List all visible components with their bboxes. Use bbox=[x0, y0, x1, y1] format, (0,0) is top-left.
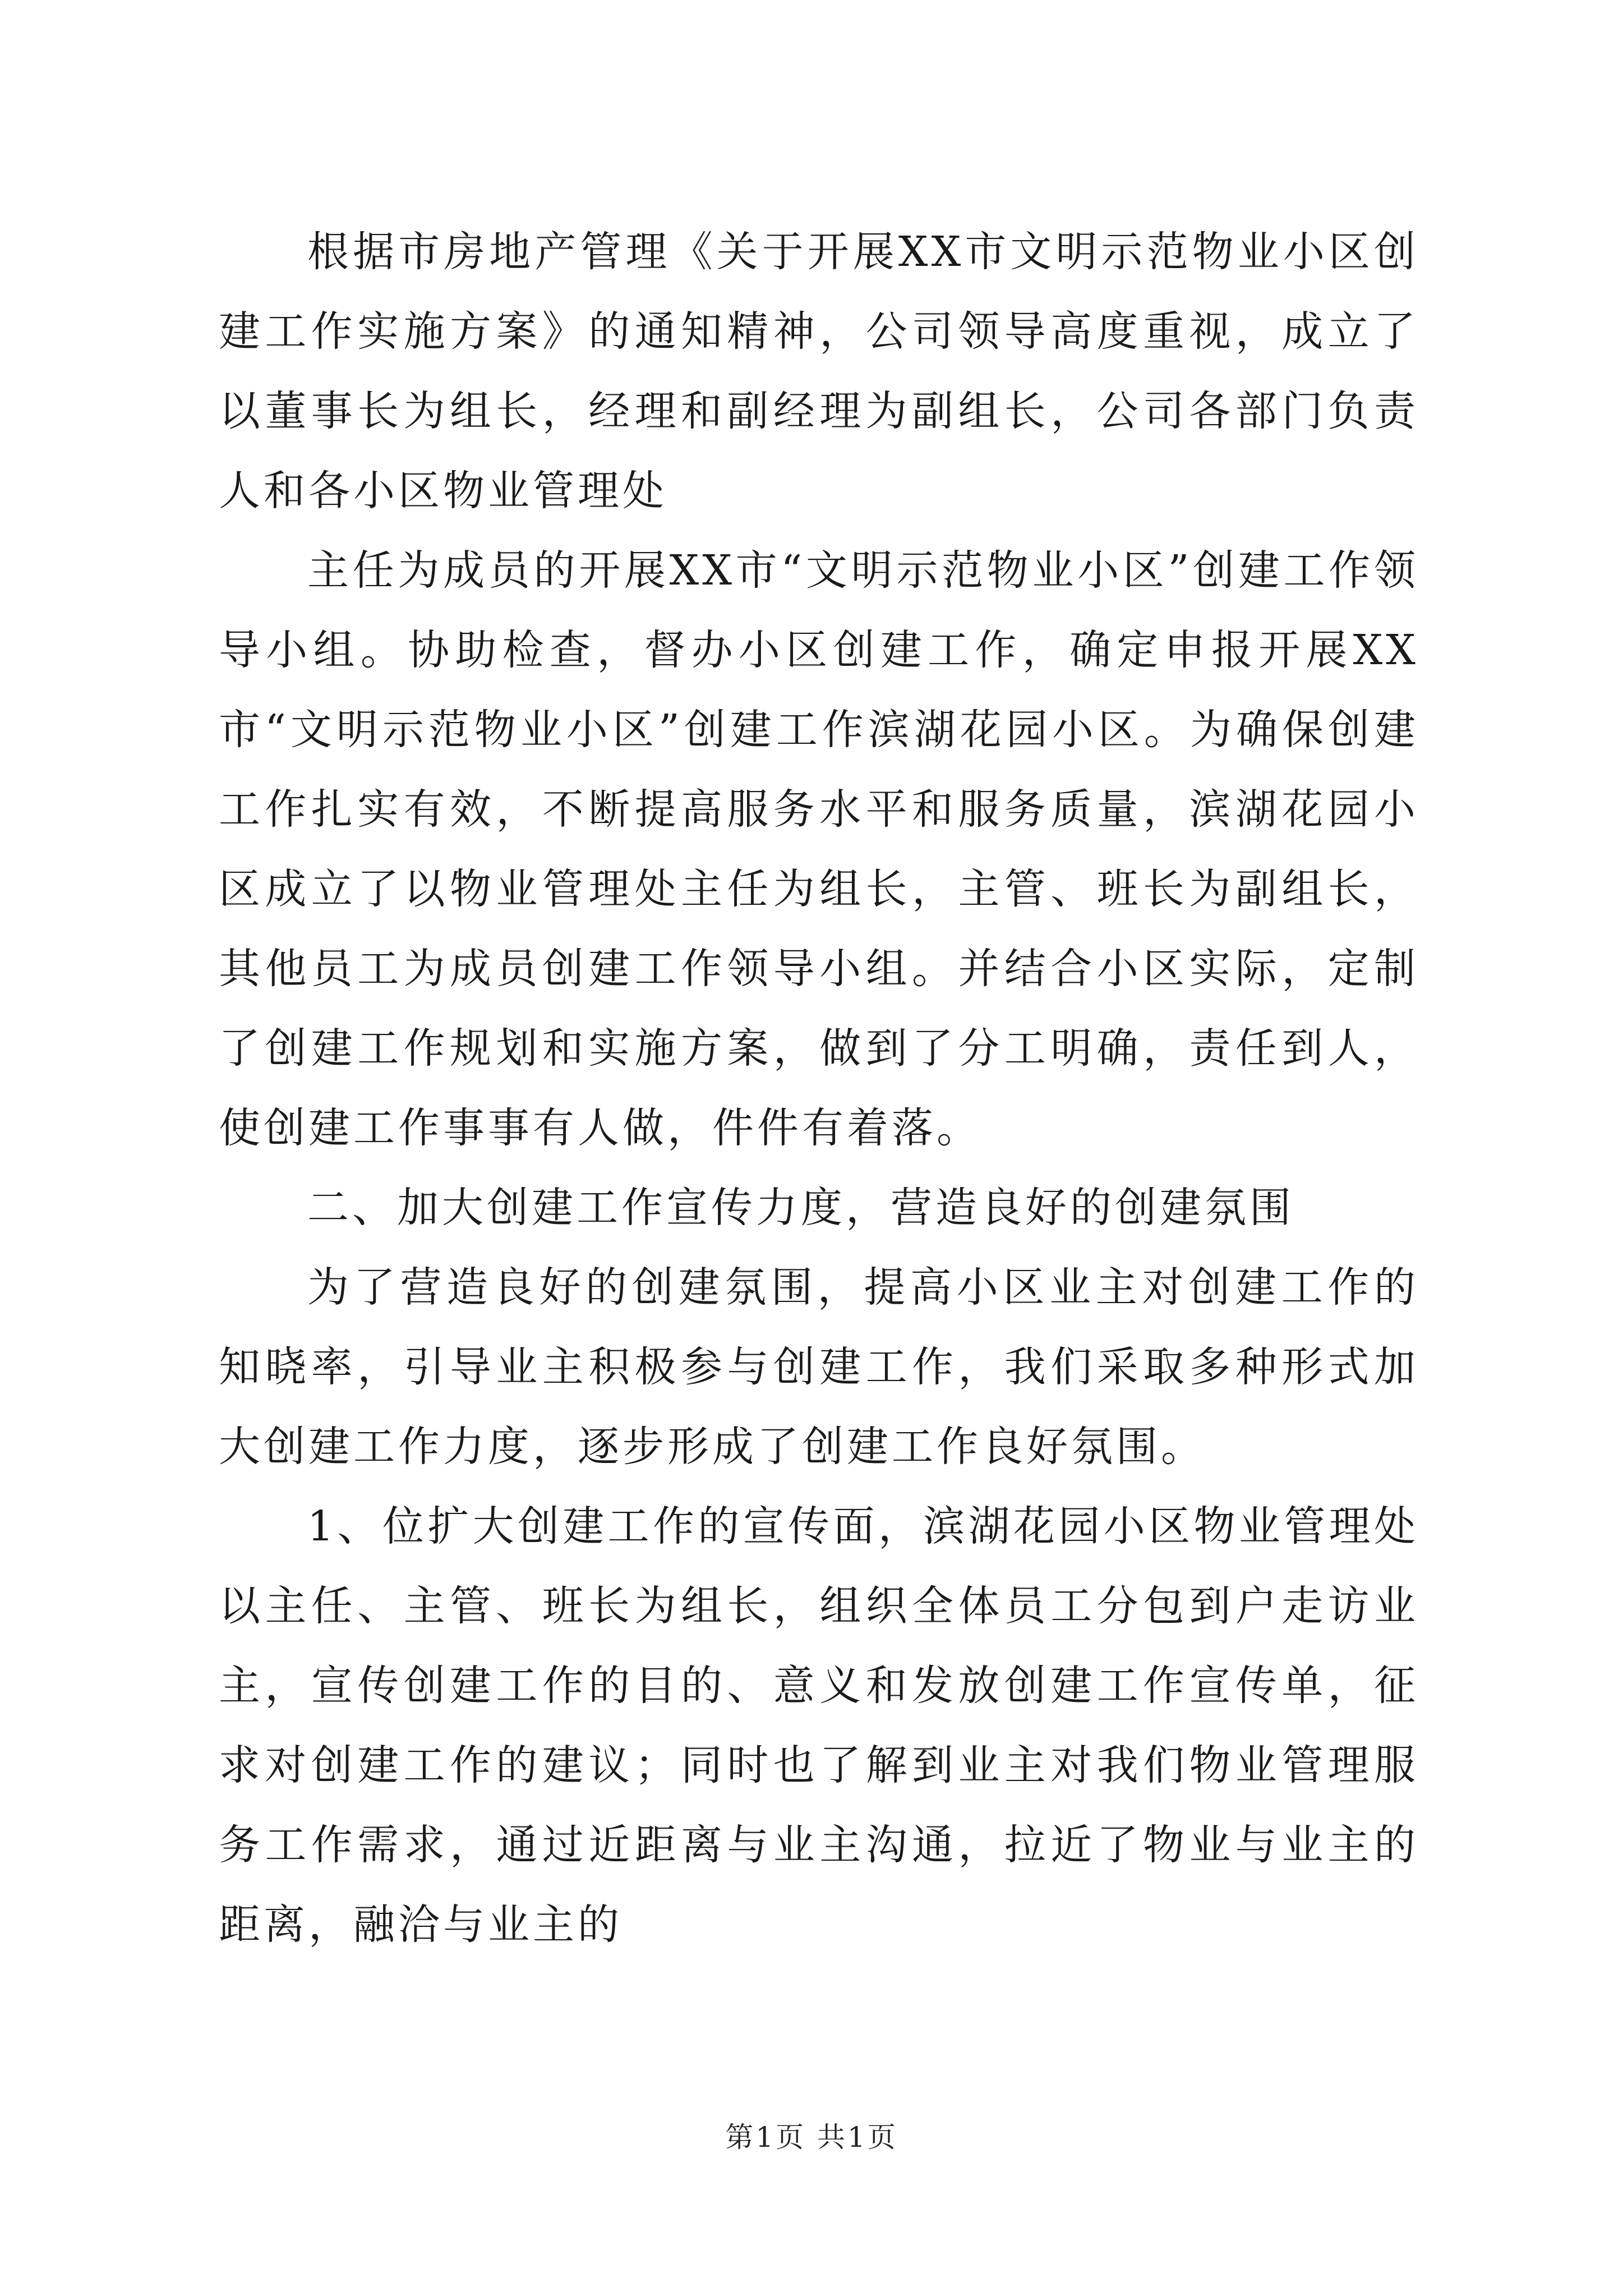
paragraph-intro: 根据市房地产管理《关于开展XX市文明示范物业小区创建工作实施方案》的通知精神，公司领导高度重视，成立了以董事长为组长，经理和副经理为副组长，公司各部门负责人和各小区物业管理处 bbox=[219, 228, 1419, 515]
paragraph-item-1: 1、位扩大创建工作的宣传面，滨湖花园小区物业管理处以主任、主管、班长为组长，组织全体员工分包到户走访业主，宣传创建工作的目的、意义和发放创建工作宣传单，征求对创建工作的建议；同时也了解到业主对我们物业管理服务工作需求，通过近距离与业主沟通，拉近了物业与业主的距离，融洽与业主的 bbox=[219, 1502, 1419, 1949]
paragraph-leadership-group: 主任为成员的开展XX市“文明示范物业小区”创建工作领导小组。协助检查，督办小区创建工作，确定申报开展XX市“文明示范物业小区”创建工作滨湖花园小区。为确保创建工作扎实有效，不断提高服务水平和服务质量，滨湖花园小区成立了以物业管理处主任为组长，主管、班长为副组长，其他员工为成员创建工作领导小组。并结合小区实际，定制了创建工作规划和实施方案，做到了分工明确，责任到人，使创建工作事事有人做，件件有着落。 bbox=[219, 546, 1419, 1152]
section-heading-2: 二、加大创建工作宣传力度，营造良好的创建氛围 bbox=[307, 1184, 1294, 1232]
document-body bbox=[219, 212, 1419, 1964]
paragraph-atmosphere: 为了营造良好的创建氛围，提高小区业主对创建工作的知晓率，引导业主积极参与创建工作，我们采取多种形式加大创建工作力度，逐步形成了创建工作良好氛围。 bbox=[219, 1263, 1419, 1471]
page-footer: 第1页 共1页 bbox=[725, 2121, 898, 2154]
